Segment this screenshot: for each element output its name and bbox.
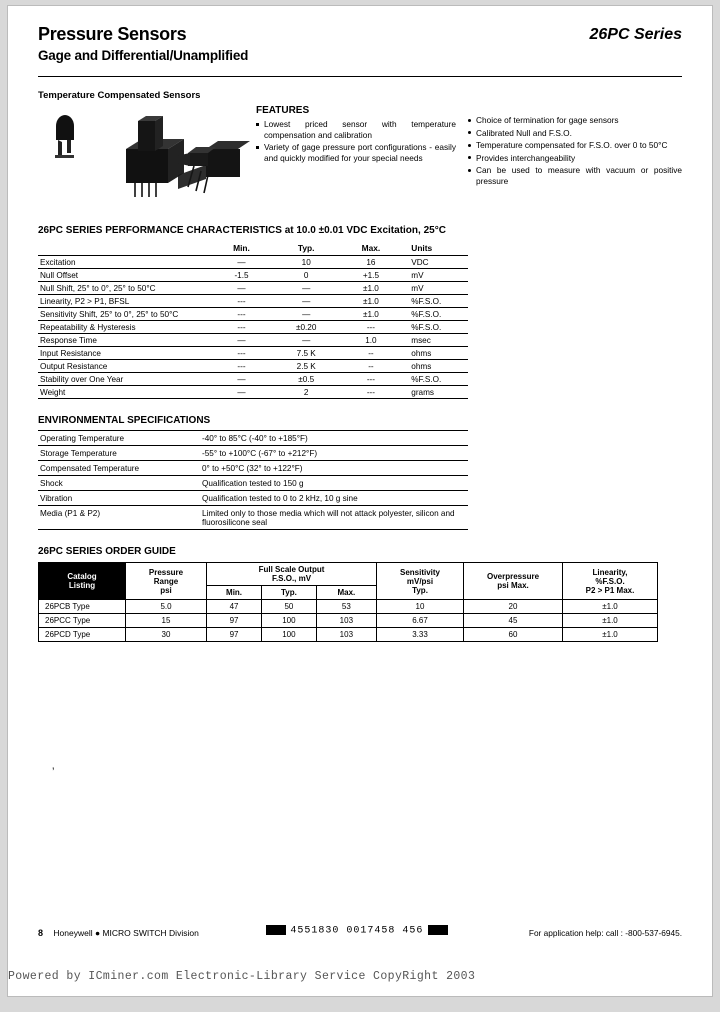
- table-row: [38, 256, 468, 269]
- table-row: [38, 347, 468, 360]
- col-header-min: Min.: [233, 243, 250, 253]
- cell-max: 16: [366, 257, 376, 267]
- cell-sensitivity: 3.33: [377, 628, 464, 642]
- table-row: [38, 282, 468, 295]
- cell-overpressure: 60: [464, 628, 563, 642]
- cell-units: grams: [411, 387, 435, 397]
- performance-table: [38, 242, 468, 400]
- cell-max: --: [368, 348, 374, 358]
- cell-min: ---: [237, 309, 246, 319]
- cell-typ: —: [302, 283, 311, 293]
- cell-units: mV: [411, 283, 424, 293]
- cell-max: ±1.0: [362, 283, 379, 293]
- application-help: For application help: call : -800-537-6945.: [528, 928, 682, 938]
- cell-parameter: Linearity, P2 > P1, BFSL: [40, 296, 130, 306]
- lin-line1: Linearity,: [592, 567, 628, 577]
- order-guide-heading: 26PC SERIES ORDER GUIDE: [38, 546, 176, 557]
- catalog-line2: Listing: [68, 581, 96, 590]
- series-label: 26PC Series: [589, 26, 682, 43]
- cell-parameter: Repeatability & Hysteresis: [40, 322, 136, 332]
- header-divider: [38, 76, 682, 77]
- cell-parameter: Compensated Temperature: [40, 463, 140, 473]
- cell-fso-typ: 50: [262, 600, 317, 614]
- table-row: [39, 628, 658, 642]
- cell-typ: —: [302, 309, 311, 319]
- pressure-line1: Pressure: [148, 567, 184, 577]
- cell-min: ---: [237, 296, 246, 306]
- benefits-column: [468, 115, 682, 188]
- sens-line3: Typ.: [412, 585, 428, 595]
- cell-parameter: Null Shift, 25° to 0°, 25° to 50°C: [40, 283, 156, 293]
- document-page: [8, 6, 712, 996]
- division-label: Honeywell ● MICRO SWITCH Division: [53, 928, 199, 938]
- cell-max: ---: [366, 322, 375, 332]
- cell-value: Qualification tested to 150 g: [202, 478, 304, 488]
- cell-fso-typ: 100: [262, 628, 317, 642]
- cell-value: 0° to +50°C (32° to +122°F): [202, 463, 303, 473]
- cell-catalog: 26PCD Type: [39, 628, 126, 642]
- col-header-fso: [207, 563, 377, 586]
- over-line2: psi Max.: [497, 581, 529, 590]
- cell-pressure: 5.0: [126, 600, 207, 614]
- cell-max: +1.5: [362, 270, 379, 280]
- cell-sensitivity: 10: [377, 600, 464, 614]
- cell-min: -1.5: [234, 270, 249, 280]
- table-header-row: [38, 242, 468, 256]
- cell-value: -55° to +100°C (-67° to +212°F): [202, 448, 318, 458]
- sens-line2: mV/psi: [406, 576, 434, 586]
- cell-parameter: Media (P1 & P2): [40, 508, 101, 518]
- table-row: [38, 269, 468, 282]
- cell-max: ---: [366, 374, 375, 384]
- cell-units: VDC: [411, 257, 429, 267]
- cell-units: ohms: [411, 361, 432, 371]
- list-item: Provides interchangeability: [468, 153, 682, 164]
- cell-linearity: ±1.0: [563, 614, 658, 628]
- cell-parameter: Stability over One Year: [40, 374, 124, 384]
- cell-fso-max: 103: [316, 628, 376, 642]
- cell-fso-min: 97: [207, 614, 262, 628]
- cell-max: ±1.0: [362, 296, 379, 306]
- page-title: Pressure Sensors: [38, 24, 187, 44]
- cell-units: %F.S.O.: [411, 296, 442, 306]
- cell-fso-typ: 100: [262, 614, 317, 628]
- catalog-line1: Catalog: [67, 572, 97, 581]
- fso-line1: Full Scale Output: [258, 565, 325, 574]
- table-row: [38, 386, 468, 399]
- benefits-list: [468, 115, 682, 186]
- cell-linearity: ±1.0: [563, 600, 658, 614]
- table-row: [38, 321, 468, 334]
- cell-min: —: [237, 387, 246, 397]
- cell-min: ---: [237, 322, 246, 332]
- environmental-table: [38, 430, 468, 530]
- cell-parameter: Sensitivity Shift, 25° to 0°, 25° to 50°C: [40, 309, 179, 319]
- cell-min: —: [237, 374, 246, 384]
- order-guide-table: [38, 562, 658, 642]
- col-header-linearity: [563, 563, 658, 600]
- cell-fso-max: 103: [316, 614, 376, 628]
- cell-parameter: Shock: [40, 478, 63, 488]
- cell-value: Qualification tested to 0 to 2 kHz, 10 g sine: [202, 493, 358, 503]
- performance-heading: 26PC SERIES PERFORMANCE CHARACTERISTICS at 10.0 ±0.01 VDC Excitation, 25°C: [38, 225, 446, 236]
- footer-left: [38, 928, 199, 938]
- over-line1: Overpressure: [486, 572, 540, 581]
- cell-parameter: Storage Temperature: [40, 448, 117, 458]
- table-row: [38, 431, 468, 446]
- cell-fso-max: 53: [316, 600, 376, 614]
- temperature-compensated-title: Temperature Compensated Sensors: [38, 90, 201, 101]
- cell-max: ±1.0: [362, 309, 379, 319]
- table-row: [38, 476, 468, 491]
- lin-line2: %F.S.O.: [595, 576, 625, 586]
- cell-units: %F.S.O.: [411, 374, 442, 384]
- features-column: [256, 105, 456, 165]
- features-section: [38, 105, 682, 211]
- table-row: [38, 295, 468, 308]
- cell-units: %F.S.O.: [411, 309, 442, 319]
- cell-sensitivity: 6.67: [377, 614, 464, 628]
- col-header-fso-max: Max.: [316, 586, 376, 600]
- table-row: [38, 491, 468, 506]
- cell-max: --: [368, 361, 374, 371]
- features-list: [256, 119, 456, 163]
- cell-units: %F.S.O.: [411, 322, 442, 332]
- page-header: [38, 24, 682, 82]
- cell-units: mV: [411, 270, 424, 280]
- cell-typ: 10: [301, 257, 311, 267]
- sens-line1: Sensitivity: [399, 567, 440, 577]
- sensor-illustration: [38, 109, 250, 205]
- cell-parameter: Excitation: [40, 257, 76, 267]
- table-header-row: [39, 563, 658, 586]
- pressure-line2: Range: [153, 576, 179, 586]
- col-header-max: Max.: [361, 243, 381, 253]
- col-header-fso-typ: Typ.: [262, 586, 317, 600]
- cell-max: 1.0: [365, 335, 377, 345]
- cell-parameter: Input Resistance: [40, 348, 101, 358]
- cell-typ: 7.5 K: [296, 348, 316, 358]
- cell-fso-min: 47: [207, 600, 262, 614]
- cell-catalog: 26PCC Type: [39, 614, 126, 628]
- cell-units: msec: [411, 335, 431, 345]
- cell-min: ---: [237, 348, 246, 358]
- cell-typ: 2: [303, 387, 309, 397]
- lin-line3: P2 > P1 Max.: [585, 585, 635, 595]
- table-row: [38, 506, 468, 530]
- features-heading: FEATURES: [256, 105, 310, 116]
- table-row: [39, 600, 658, 614]
- list-item: Lowest priced sensor with temperature compensation and calibration: [256, 119, 456, 140]
- cell-value: -40° to 85°C (-40° to +185°F): [202, 433, 308, 443]
- col-header-parameter: [38, 242, 209, 256]
- table-row: [38, 446, 468, 461]
- col-header-pressure-range: [126, 563, 207, 600]
- list-item: Choice of termination for gage sensors: [468, 115, 682, 126]
- cell-typ: —: [302, 296, 311, 306]
- col-header-catalog: [39, 563, 126, 600]
- cell-parameter: Output Resistance: [40, 361, 108, 371]
- cell-min: —: [237, 257, 246, 267]
- list-item: Temperature compensated for F.S.O. over 0 to 50°C: [468, 140, 682, 151]
- col-header-overpressure: [464, 563, 563, 600]
- cell-parameter: Null Offset: [40, 270, 79, 280]
- page-content: [38, 24, 682, 642]
- cell-min: —: [237, 283, 246, 293]
- cell-value: Limited only to those media which will not attack polyester, silicon and fluorosilicone seal: [202, 508, 455, 527]
- cell-overpressure: 45: [464, 614, 563, 628]
- cell-max: ---: [366, 387, 375, 397]
- cell-parameter: Operating Temperature: [40, 433, 125, 443]
- pressure-line3: psi: [160, 585, 172, 595]
- list-item: Variety of gage pressure port configurations - easily and quickly modified for your special needs: [256, 142, 456, 163]
- page-number: 8: [38, 928, 44, 938]
- cell-typ: ±0.5: [298, 374, 315, 384]
- cell-linearity: ±1.0: [563, 628, 658, 642]
- table-row: [39, 614, 658, 628]
- col-header-typ: Typ.: [297, 243, 315, 253]
- cell-typ: —: [302, 335, 311, 345]
- stray-mark: ’: [52, 766, 55, 778]
- cell-parameter: Vibration: [40, 493, 73, 503]
- fso-line2: F.S.O., mV: [271, 574, 312, 583]
- cell-min: ---: [237, 361, 246, 371]
- cell-min: —: [237, 335, 246, 345]
- col-header-units: Units: [411, 243, 433, 253]
- col-header-fso-min: Min.: [207, 586, 262, 600]
- table-row: [38, 461, 468, 476]
- cell-pressure: 15: [126, 614, 207, 628]
- page-subtitle: Gage and Differential/Unamplified: [38, 48, 249, 63]
- cell-typ: 0: [303, 270, 309, 280]
- cell-parameter: Weight: [40, 387, 66, 397]
- cell-fso-min: 97: [207, 628, 262, 642]
- table-row: [38, 373, 468, 386]
- list-item: Can be used to measure with vacuum or positive pressure: [468, 165, 682, 186]
- environmental-heading: ENVIRONMENTAL SPECIFICATIONS: [38, 415, 211, 426]
- cell-units: ohms: [411, 348, 432, 358]
- table-row: [38, 334, 468, 347]
- cell-parameter: Response Time: [40, 335, 97, 345]
- barcode: [266, 924, 448, 936]
- cell-pressure: 30: [126, 628, 207, 642]
- barcode-number: 4551830 0017458 456: [290, 925, 424, 937]
- cell-overpressure: 20: [464, 600, 563, 614]
- table-row: [38, 308, 468, 321]
- col-header-sensitivity: [377, 563, 464, 600]
- table-row: [38, 360, 468, 373]
- list-item: Calibrated Null and F.S.O.: [468, 128, 682, 139]
- cell-catalog: 26PCB Type: [39, 600, 126, 614]
- cell-typ: 2.5 K: [296, 361, 316, 371]
- powered-by-notice: Powered by ICminer.com Electronic-Library Service CopyRight 2003: [8, 970, 476, 983]
- cell-typ: ±0.20: [295, 322, 317, 332]
